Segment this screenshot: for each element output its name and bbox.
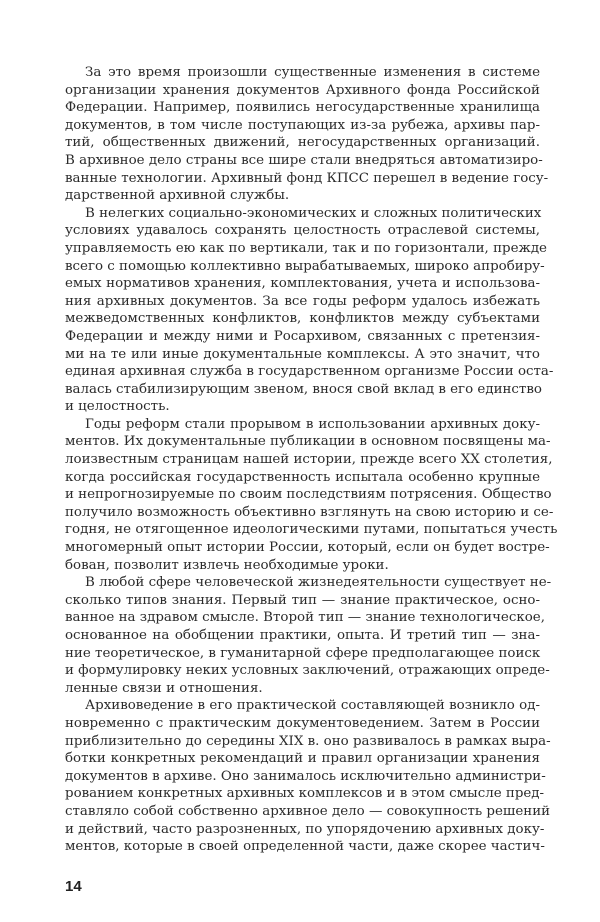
text-line: В нелегких социально-экономических и сложных политических (85, 205, 542, 221)
text-line: емых нормативов хранения, комплектования, учета и использова- (65, 276, 540, 292)
text-line: Федерации и между ними и Росархивом, связанных с претензия- (65, 328, 540, 344)
text-line: Архивоведение в его практической составляющей возникло од- (85, 698, 540, 714)
text-line: рованием конкретных архивных комплексов и в этом смысле пред- (65, 786, 545, 802)
text-line: единая архивная служба в государственном организме России оста- (65, 364, 554, 380)
paragraph (65, 574, 552, 697)
text-line: и формулировку неких условных заключений, отражающих опреде- (65, 663, 550, 679)
text-line: организации хранения документов Архивного фонда Российской (65, 82, 540, 98)
text-line: дарственной архивной службы. (65, 188, 290, 204)
text-line: приблизительно до середины XIX в. оно развивалось в рамках выра- (65, 733, 551, 749)
text-line: ставляло собой собственно архивное дело — совокупность решений (65, 803, 551, 819)
page-number: 14 (65, 878, 82, 895)
text-line: ментов, которые в своей определенной части, даже скорее частич- (65, 839, 545, 855)
text-line: условиях удавалось сохранять целостность отраслевой системы, (65, 223, 540, 239)
text-line: ванные технологии. Архивный фонд КПСС перешел в ведение госу- (65, 170, 549, 186)
text-line: и действий, часто разрозненных, по упорядочению архивных доку- (65, 821, 545, 837)
text-line: тий, общественных движений, негосударственных организаций. (65, 135, 540, 151)
text-line: документов, в том числе поступающих из-за рубежа, архивы пар- (65, 117, 540, 133)
text-line: Годы реформ стали прорывом в использовании архивных доку- (85, 416, 540, 432)
text-line: ние теоретическое, в гуманитарной сфере предполагающее поиск (65, 645, 541, 661)
text-line: лоизвестным страницам нашей истории, прежде всего XX столетия, (65, 452, 553, 468)
text-line: ми на те или иные документальные комплексы. А это значит, что (65, 346, 540, 362)
text-line: основанное на обобщении практики, опыта. И третий тип — зна- (65, 628, 540, 643)
page-body-text (65, 64, 558, 856)
text-line: получило возможность объективно взглянуть на свою историю и се- (65, 504, 554, 520)
text-line: и целостность. (65, 399, 170, 415)
paragraph (65, 64, 549, 205)
text-line: ния архивных документов. За все годы реформ удалось избежать (65, 293, 540, 309)
text-line: и непрогнозируемые по своим последствиям потрясения. Общество (65, 487, 552, 503)
text-line: новременно с практическим документоведением. Затем в России (65, 715, 540, 731)
text-line: когда российская государственность испытала особенно крупные (65, 469, 540, 485)
text-line: Федерации. Например, появились негосударственные хранилища (65, 100, 540, 116)
text-line: всего с помощью коллективно вырабатываемых, широко апробиру- (65, 258, 545, 274)
paragraph (65, 205, 554, 416)
text-line: годня, не отягощенное идеологическими путами, попытаться учесть (65, 522, 558, 538)
text-line: ленные связи и отношения. (65, 680, 263, 696)
text-line: документов в архиве. Оно занималось исключительно администри- (65, 768, 546, 784)
text-line: ванное на здравом смысле. Второй тип — знание технологическое, (65, 610, 545, 626)
text-line: За это время произошли существенные изменения в системе (85, 65, 540, 80)
text-line: валась стабилизирующим звеном, внося свой вклад в его единство (65, 381, 542, 397)
paragraph (65, 416, 558, 574)
paragraph (65, 697, 551, 855)
text-line: В архивное дело страны все шире стали внедряться автоматизиро- (65, 152, 543, 168)
text-line: ментов. Их документальные публикации в основном посвящены ма- (65, 434, 551, 450)
text-line: ботки конкретных рекомендаций и правил организации хранения (65, 751, 540, 767)
text-line: межведомственных конфликтов, конфликтов между субъектами (65, 311, 540, 327)
text-line: управляемость ею как по вертикали, так и по горизонтали, прежде (65, 240, 547, 256)
text-line: сколько типов знания. Первый тип — знание практическое, осно- (65, 592, 540, 608)
text-line: В любой сфере человеческой жизнедеятельности существует не- (85, 575, 552, 591)
text-line: бован, позволит извлечь необходимые уроки. (65, 557, 389, 573)
text-line: многомерный опыт истории России, который, если он будет востре- (65, 540, 550, 556)
